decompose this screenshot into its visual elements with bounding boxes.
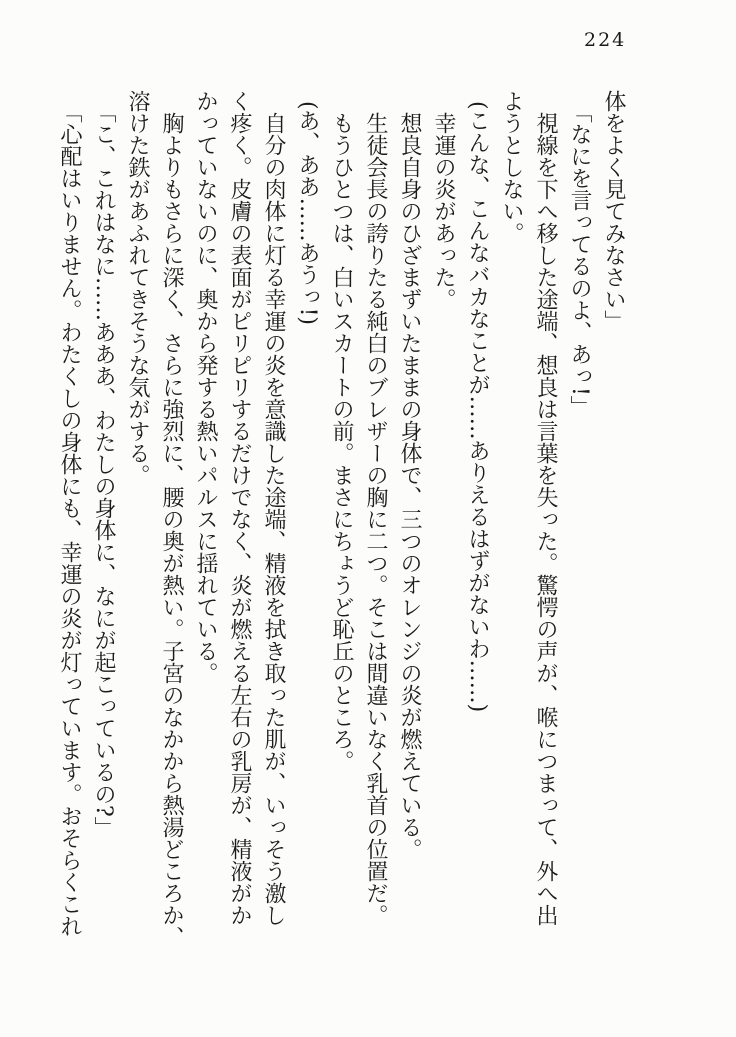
vertical-text-block [50, 90, 630, 990]
text-line-9: もうひとつは、白いスカートの前。まさにちょうど恥丘のところ。 [329, 112, 354, 772]
text-line-1: 体をよく見てみなさい」 [601, 90, 626, 332]
text-line-15: 溶けた鉄があふれてきそうな気がする。 [125, 90, 150, 486]
text-line-8: 生徒会長の誇りたる純白のブレザーの胸に二つ。そこは間違いなく乳首の位置だ。 [363, 112, 388, 926]
text-line-5: (こんな、こんなバカなことが……ありえるはずがないわ……) [465, 101, 490, 713]
text-line-13: かっていないのに、奥から発する熱いパルスに揺れている。 [193, 90, 218, 684]
text-line-7: 想良自身のひざまずいたままの身体で、三つのオレンジの炎が燃えている。 [397, 112, 422, 860]
text-line-3: 視線を下へ移した途端、想良は言葉を失った。驚愕の声が、喉につまって、外へ出 [533, 112, 558, 926]
text-line-4: ようとしない。 [499, 90, 524, 244]
text-line-2: 「なにを言ってるのよ、あっ!」 [567, 101, 592, 418]
text-line-10: (あ、ああ……あうっ!) [295, 101, 320, 326]
text-line-11: 自分の肉体に灯る幸運の炎を意識した途端、精液を拭き取った肌が、いっそう激し [261, 112, 286, 926]
text-line-17: 「心配はいりません。わたくしの身体にも、幸運の炎が灯っています。おそらくこれ [57, 101, 82, 937]
text-line-14: 胸よりもさらに深く、さらに強烈に、腰の奥が熱い。子宮のなかから熱湯どころか、 [159, 112, 184, 948]
text-line-16: 「こ、これはなに……あああ、わたしの身体に、なにが起こっているの?」 [91, 101, 116, 839]
text-line-12: く疼く。皮膚の表面がピリピリするだけでなく、炎が燃える左右の乳房が、精液がか [227, 90, 252, 926]
page-number: 224 [584, 29, 627, 51]
text-line-6: 幸運の炎があった。 [431, 112, 456, 310]
